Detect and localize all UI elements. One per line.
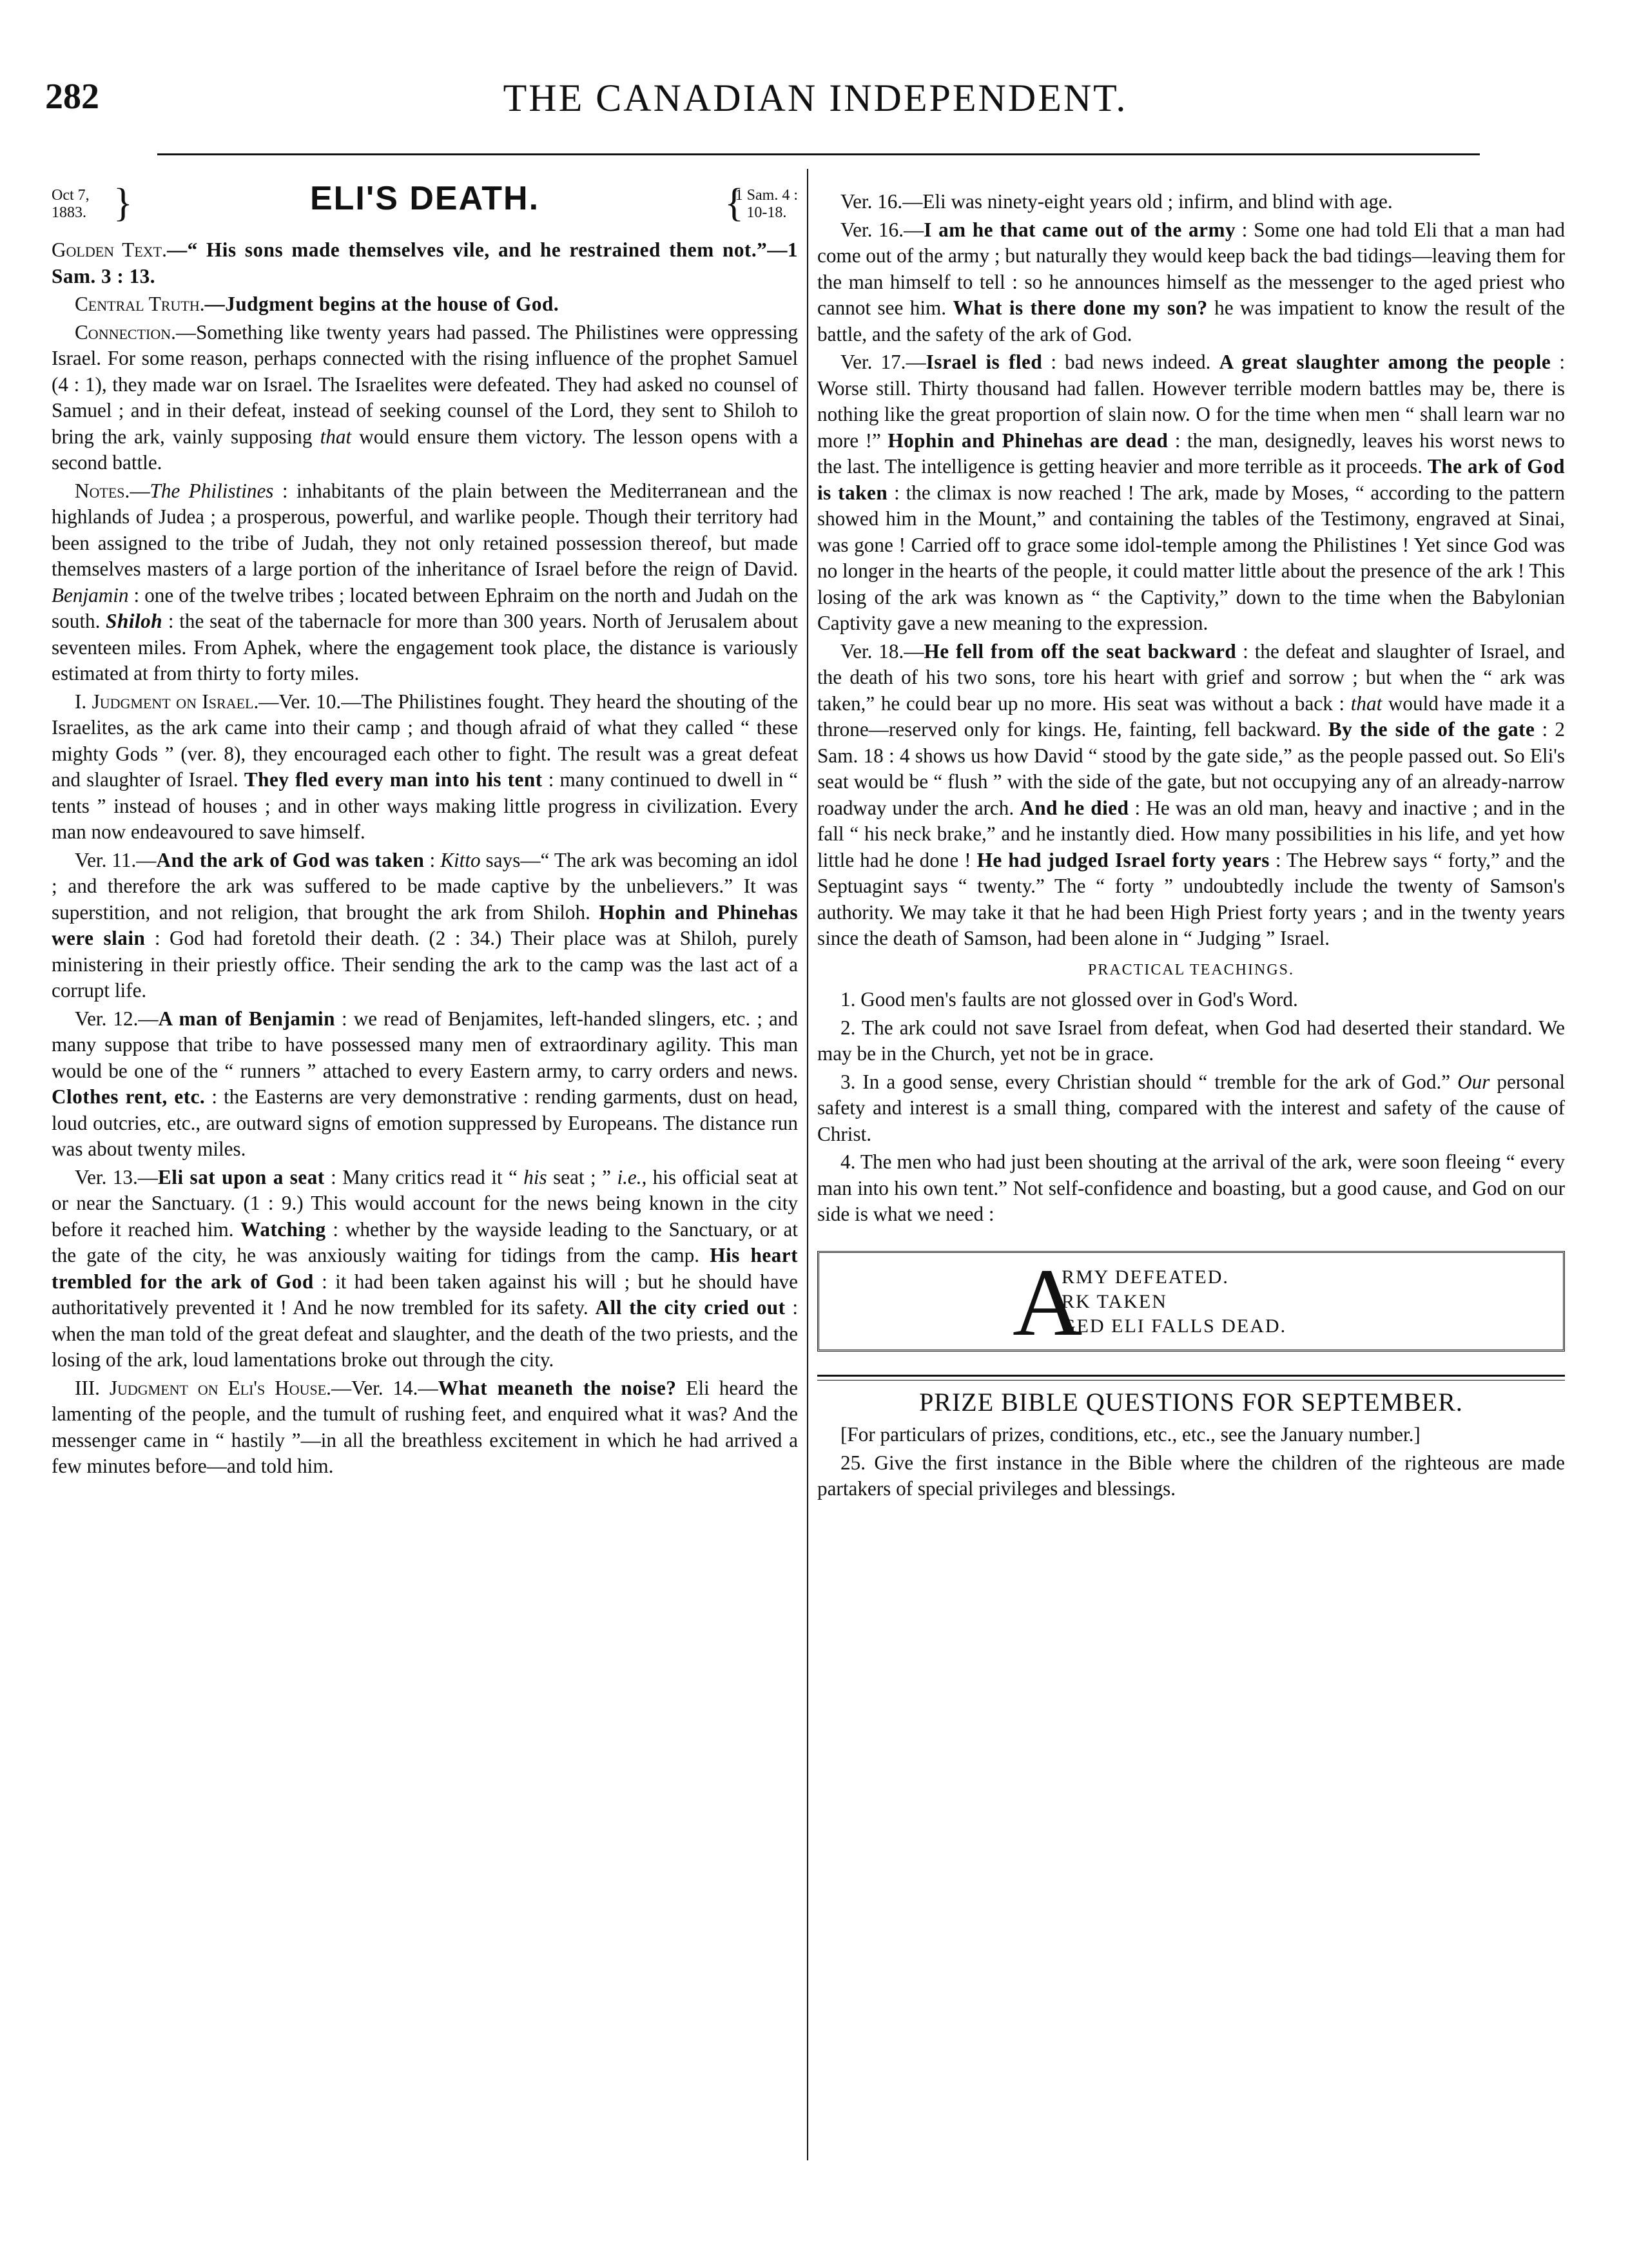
central-truth: Central Truth.—Judgment begins at the house of God. [75,293,559,315]
golden-text: Golden Text.—“ His sons made themselves vile, and he restrained them not.”—1 Sam. 3 : 13. [52,238,798,287]
notes-paragraph: Notes.—The Philistines : inhabitants of the plain between the Mediterranean and the highlands of Judea ; a prosperous, powerful, and warlike people. Though their territory had been assigned to the tribe of Judah, they not only retained possession thereof, but made themselves masters of a large portion of the inheritance of Israel before the reign of David. Benjamin : one of the twelve tribes ; located between Ephraim on the north and Judah on the south. Shiloh : the seat of the tabernacle for more than 300 years. North of Jerusalem about seventeen miles. From Aphek, where the engagement took place, the distance is variously estimated at from thirty to forty miles. [52,479,799,684]
teaching-4: 4. The men who had just been shouting at the arrival of the ark, were soon fleeing “ every man into his own tent.” Not self-confidence and boasting, but a good cause, and God on our side is what we need : [817,1150,1565,1225]
lesson-reference: 1 Sam. 4 : 10-18. [735,187,798,221]
journal-title: THE CANADIAN INDEPENDENT. [503,77,1128,119]
page-header [45,76,1586,134]
prize-question-25: 25. Give the first instance in the Bible where the children of the righteous are made partakers of special privileges and blessings. [817,1451,1565,1500]
prize-questions-heading: PRIZE BIBLE QUESTIONS FOR SEPTEMBER. [919,1387,1463,1417]
right-column [817,189,1565,1502]
header-rule [157,153,1480,155]
verse-16b: Ver. 16.—I am he that came out of the army : Some one had told Eli that a man had come out of the army ; but naturally they would keep back the bad tidings—leaving them for the man himself to tell : so he announces himself as the messenger to the aged priest who cannot see him. What is there done my son? he was impatient to know the result of the battle, and the safety of the ark of God. [817,218,1565,345]
practical-teachings-heading: PRACTICAL TEACHINGS. [1087,961,1295,978]
acrostic-line-3: GED ELI FALLS DEAD. [1062,1315,1287,1337]
lesson-title: ELI'S DEATH. [309,180,540,217]
page-number: 282 [45,77,99,117]
brace-icon: } [113,181,133,225]
verse-18: Ver. 18.—He fell from off the seat backward : the defeat and slaughter of Israel, and the death of his two sons, tore his heart with grief and sorrow ; but when the “ ark was taken,” he could bear up no more. His seat was without a back : that would have made it a throne—reserved only for kings. He, fainting, fell backward. By the side of the gate : 2 Sam. 18 : 4 shows us how David “ stood by the gate side,” as the people passed out. So Eli's seat would be “ flush ” with the side of the gate, but not occupying any of an already-narrow roadway under the arch. And he died : He was an old man, heavy and inactive ; and in the fall “ his neck brake,” and he instantly died. How many possibilities in his life, and yet how little had he done ! He had judged Israel forty years : The Hebrew says “ forty,” and the Septuagint says “ twenty.” The “ forty ” undoubtedly include the twenty of Samson's authority. We may take it that he had been High Priest forty years ; and in the twenty years since the death of Samson, had been alone in “ Judging ” Israel. [817,639,1565,949]
left-column [52,180,799,1480]
verse-13: Ver. 13.—Eli sat upon a seat : Many critics read it “ his seat ; ” i.e., his official seat at or near the Sanctuary. (1 : 9.) This would account for the news being known in the city before it reached him. Watching : whether by the wayside leading to the Sanctuary, or at the gate of the city, he was anxiously waiting for tidings from the camp. His heart trembled for the ark of God : it had been taken against his will ; but he should have authoritatively prevented it ! And he now trembled for its safety. All the city cried out : when the man told of the great defeat and slaughter, and the death of the two priests, and the losing of the ark, loud lamentations broke out through the city. [52,1165,799,1371]
lesson-heading [52,180,798,237]
teaching-1: 1. Good men's faults are not glossed over in God's Word. [840,988,1298,1011]
acrostic-line-1: RMY DEFEATED. [1062,1266,1229,1288]
teaching-3: 3. In a good sense, every Christian should “ tremble for the ark of God.” Our personal safety and interest is a small thing, compared with the interest and safety of the cause of Christ. [817,1070,1566,1145]
section-judgment-on-israel: I. Judgment on Israel.—Ver. 10.—The Philistines fought. They heard the shouting of the Israelites, as the ark came into their camp ; and though afraid of what they called “ these mighty Gods ” (ver. 8), they encouraged each other to fight. The result was a great defeat and slaughter of Israel. They fled every man into his tent : many continued to dwell in “ tents ” instead of houses ; and in other ways making little progress in civilization. Every man now endeavoured to save himself. [52,690,798,843]
acrostic-initial: A [1013,1248,1083,1356]
verse-17: Ver. 17.—Israel is fled : bad news indeed. A great slaughter among the people : Worse still. Thirty thousand had fallen. However terrible modern battles may be, there is nothing like the great proportion of slain now. O for the time when men “ shall learn war no more !” Hophin and Phinehas are dead : the man, designedly, leaves his worst news to the last. The intelligence is getting heavier and more terrible as it proceeds. The ark of God is taken : the climax is now reached ! The ark, made by Moses, “ according to the pattern showed him in the Mount,” and containing the tables of the Testimony, engraved at Sinai, was gone ! Carried off to grace some idol-temple among the Philistines ! Yet since God was no longer in the hearts of the people, it could matter little about the presence of the ark ! This losing of the ark was known as “ the Captivity,” down to the time when the Babylonian Captivity gave a new meaning to the expression. [817,351,1565,634]
connection-paragraph: Connection.—Something like twenty years had passed. The Philistines were oppressing Israel. For some reason, perhaps connected with the rising influence of the prophet Samuel (4 : 1), they made war on Israel. The Israelites were defeated. They had asked no counsel of Samuel ; and in their defeat, instead of seeking counsel of the Lord, they sent to Shiloh to bring the ark, vainly supposing that would ensure them victory. The lesson opens with a second battle. [52,320,798,474]
lesson-date: Oct 7, 1883. [52,187,90,221]
prize-note: [For particulars of prizes, conditions, etc., etc., see the January number.] [840,1423,1421,1446]
verse-12: Ver. 12.—A man of Benjamin : we read of Benjamites, left-handed slingers, etc. ; and many suppose that tribe to have possessed many men of extraordinary agility. This man would be one of the “ runners ” attached to every Eastern army, to carry orders and news. Clothes rent, etc. : the Easterns are very demonstrative : rending garments, dust on head, loud outcries, etc., are outward signs of emotion suppressed by Europeans. The distance run was about twenty miles. [52,1007,798,1160]
brace-icon: { [724,181,744,225]
column-divider [807,169,808,2160]
acrostic-line-2: RK TAKEN [1062,1290,1167,1312]
verse-16a: Ver. 16.—Eli was ninety-eight years old ; infirm, and blind with age. [840,190,1393,213]
section-divider [817,1375,1565,1381]
summary-box [817,1248,1565,1356]
teaching-2: 2. The ark could not save Israel from defeat, when God had deserted their standard. We may be in the Church, yet not be in grace. [817,1016,1565,1065]
verse-11: Ver. 11.—And the ark of God was taken : Kitto says—“ The ark was becoming an idol ; and therefore the ark was suffered to be made captive by the unbelievers.” It was superstition, and not religion, that brought the ark from Shiloh. Hophin and Phinehas were slain : God had foretold their death. (2 : 34.) Their place was at Shiloh, purely ministering in their priestly office. Their sending the ark to the camp was the last act of a corrupt life. [52,848,798,1002]
section-judgment-on-elis-house: III. Judgment on Eli's House.—Ver. 14.—What meaneth the noise? Eli heard the lamenting of the people, and the tumult of rushing feet, and enquired what it was? And the messenger came in “ hastily ”—in all the breathless excitement in which he had arrived a few minutes before—and told him. [52,1376,798,1477]
